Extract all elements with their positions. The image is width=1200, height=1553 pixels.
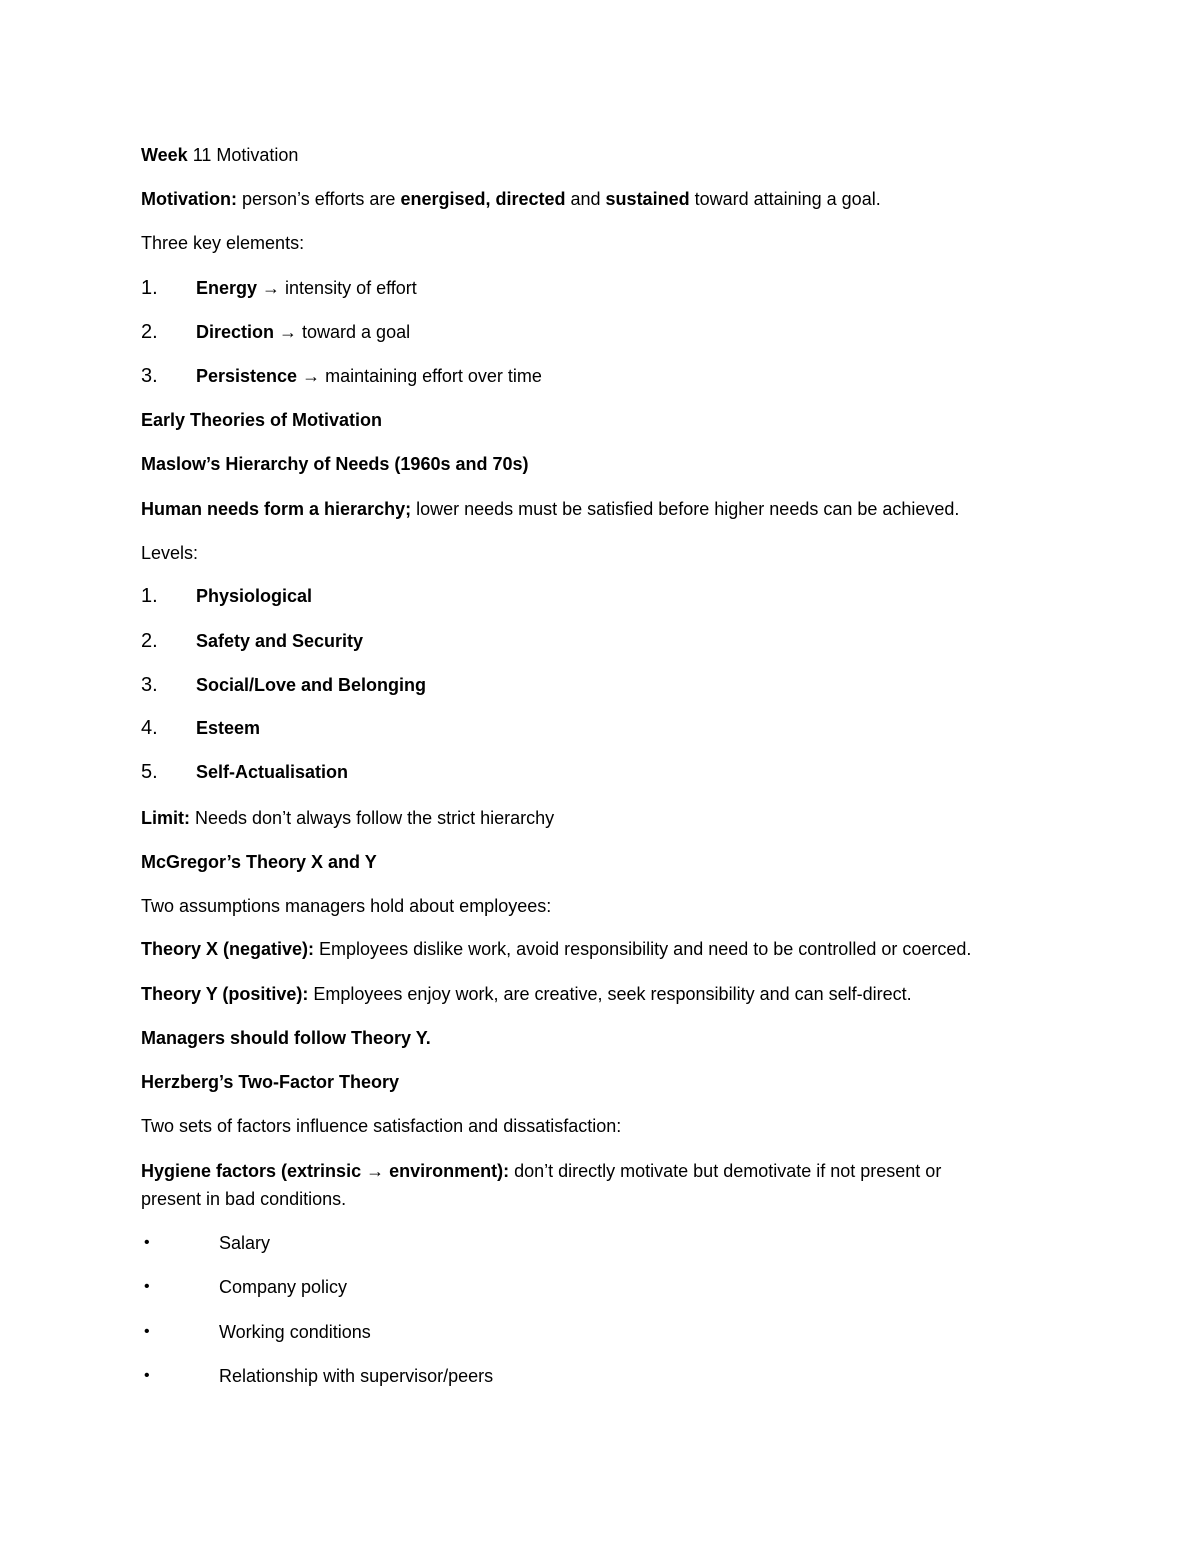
section-heading-mcgregor: McGregor’s Theory X and Y [141,852,377,872]
limit-rest: Needs don’t always follow the strict hierarchy [190,808,555,828]
theory-y-statement [141,982,912,1006]
two-sets-label: Two sets of factors influence satisfaction and dissatisfaction: [141,1116,622,1136]
list-item: Salary [219,1233,271,1253]
list-item: Relationship with supervisor/peers [219,1366,494,1386]
motivation-bold-1: energised, directed [400,189,566,209]
list-item [196,320,410,344]
motivation-text-1: person’s efforts are [237,189,401,209]
list-item: Safety and Security [196,631,364,651]
limit-bold: Limit: [141,808,190,828]
bullet-mark: • [144,1234,150,1251]
list-item [196,364,542,388]
levels-label: Levels: [141,543,199,563]
motivation-text-2: and [565,189,606,209]
hygiene-rest: don’t directly motivate but demotivate if not present or [509,1161,942,1181]
key-element-term: Persistence [196,366,298,386]
list-number: 1. [141,277,158,299]
theory-x-bold: Theory X (negative): [141,939,315,959]
key-element-desc: → toward a goal [274,322,411,342]
bullet-mark: • [144,1367,150,1384]
hygiene-statement [141,1159,941,1183]
list-item: Self-Actualisation [196,762,349,782]
list-item [196,276,417,300]
theory-y-bold: Theory Y (positive): [141,984,309,1004]
bullet-mark: • [144,1278,150,1295]
motivation-term: Motivation: [141,189,237,209]
key-element-term: Direction [196,322,275,342]
three-key-label: Three key elements: [141,233,305,253]
title-rest: 11 Motivation [187,145,299,165]
hierarchy-bold: Human needs form a hierarchy; [141,499,412,519]
list-item: Esteem [196,718,261,738]
list-number: 5. [141,761,158,783]
section-heading-herzberg: Herzberg’s Two-Factor Theory [141,1072,400,1092]
list-number: 2. [141,630,158,652]
key-element-term: Energy [196,278,258,298]
hierarchy-statement [141,497,959,521]
key-element-desc: → intensity of effort [257,278,417,298]
list-number: 2. [141,321,158,343]
hierarchy-rest: lower needs must be satisfied before higher needs can be achieved. [411,499,960,519]
section-heading-early-theories: Early Theories of Motivation [141,410,383,430]
theory-x-rest: Employees dislike work, avoid responsibility and need to be controlled or coerced. [314,939,972,959]
list-number: 3. [141,365,158,387]
section-heading-maslow: Maslow’s Hierarchy of Needs (1960s and 70s) [141,454,529,474]
page-title [141,143,298,167]
key-element-desc: → maintaining effort over time [297,366,542,386]
managers-follow-statement: Managers should follow Theory Y. [141,1028,431,1048]
hygiene-bold: Hygiene factors (extrinsic → environment): [141,1161,510,1181]
list-item: Company policy [219,1277,348,1297]
hygiene-statement-line-2: present in bad conditions. [141,1189,347,1209]
theory-x-statement [141,937,971,961]
two-assumptions-label: Two assumptions managers hold about employees: [141,896,552,916]
limit-statement [141,806,554,830]
list-item: Social/Love and Belonging [196,675,427,695]
theory-y-rest: Employees enjoy work, are creative, seek responsibility and can self-direct. [308,984,912,1004]
bullet-mark: • [144,1323,150,1340]
motivation-text-3: toward attaining a goal. [689,189,881,209]
title-bold: Week [141,145,188,165]
motivation-bold-2: sustained [605,189,690,209]
list-number: 1. [141,585,158,607]
list-number: 3. [141,674,158,696]
list-item: Working conditions [219,1322,371,1342]
list-number: 4. [141,717,158,739]
motivation-definition [141,187,881,211]
list-item: Physiological [196,586,313,606]
